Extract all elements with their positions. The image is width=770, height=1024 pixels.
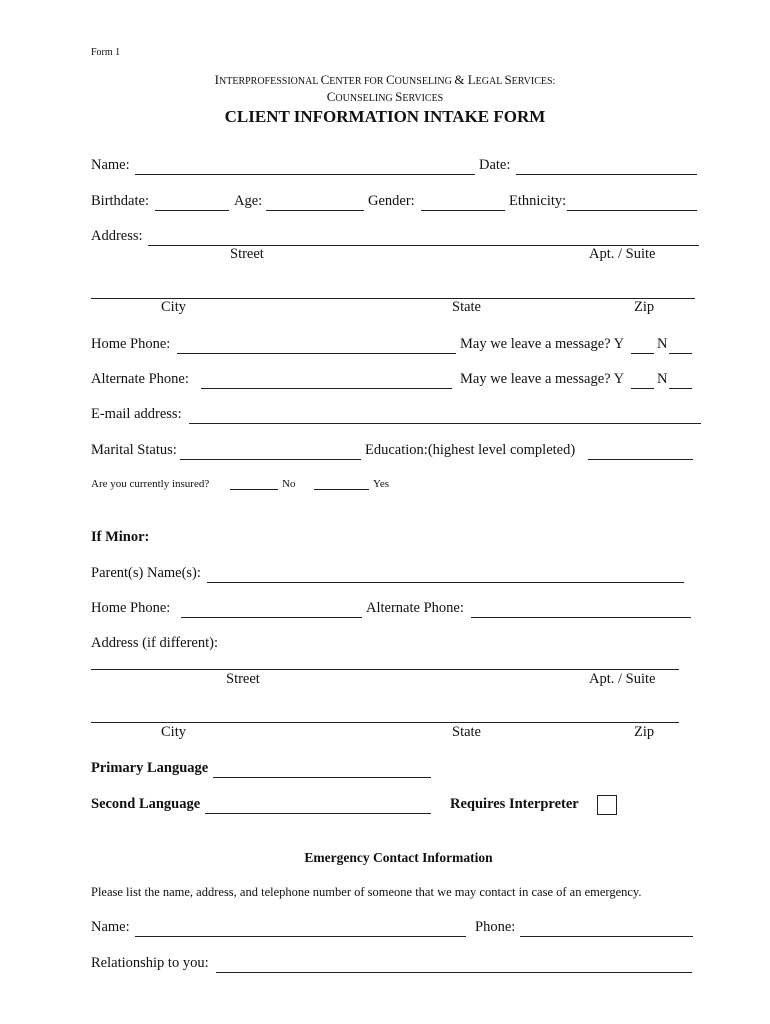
alternate-phone-message-label: May we leave a message? Y [460, 371, 625, 387]
header-text-part: I [214, 72, 219, 87]
header-text-part: S [395, 89, 403, 104]
minor-apt-suite-caption: Apt. / Suite [589, 671, 656, 687]
home-phone-label: Home Phone: [91, 336, 171, 352]
emergency-heading: Emergency Contact Information [304, 850, 493, 865]
education-field[interactable] [588, 459, 693, 460]
apt-suite-caption: Apt. / Suite [589, 246, 656, 262]
age-label: Age: [234, 193, 263, 209]
header-text-part: C [326, 89, 336, 104]
address-if-different-label: Address (if different): [91, 635, 218, 651]
emergency-name-label: Name: [91, 919, 130, 935]
minor-address-city-state-zip-field[interactable] [91, 722, 679, 723]
date-label: Date: [479, 157, 511, 173]
second-language-label: Second Language [91, 796, 201, 812]
home-phone-message-no[interactable] [669, 353, 692, 354]
gender-label: Gender: [368, 193, 415, 209]
email-field[interactable] [189, 423, 701, 424]
home-phone-field[interactable] [177, 353, 456, 354]
minor-home-phone-field[interactable] [181, 617, 362, 618]
header-text-part: C [320, 72, 330, 87]
emergency-phone-label: Phone: [475, 919, 516, 935]
minor-address-street-field[interactable] [91, 669, 679, 670]
alternate-phone-message-no[interactable] [669, 388, 692, 389]
parent-names-field[interactable] [207, 582, 684, 583]
form-number: Form 1 [91, 47, 121, 58]
header-text-part-small: ERVICES [402, 93, 444, 104]
relationship-label: Relationship to you: [91, 955, 209, 971]
header-text-part-small: EGAL [475, 76, 505, 87]
insured-no-label: No [282, 478, 296, 490]
gender-field[interactable] [421, 210, 505, 211]
alternate-phone-message-n-label: N [657, 371, 668, 387]
header-text-part-small: ERVICES: [511, 76, 556, 87]
minor-state-caption: State [452, 724, 481, 740]
birthdate-label: Birthdate: [91, 193, 149, 209]
ethnicity-label: Ethnicity: [509, 193, 567, 209]
ethnicity-field[interactable] [567, 210, 697, 211]
header-text-part-small: NTERPROFESSIONAL [219, 76, 321, 87]
insured-yes-label: Yes [373, 478, 390, 490]
form-title: CLIENT INFORMATION INTAKE FORM [224, 107, 546, 126]
birthdate-field[interactable] [155, 210, 229, 211]
header-text-part-small: ENTER FOR [329, 76, 386, 87]
name-field[interactable] [135, 174, 475, 175]
second-language-field[interactable] [205, 813, 431, 814]
email-label: E-mail address: [91, 406, 182, 422]
marital-status-label: Marital Status: [91, 442, 177, 458]
zip-caption: Zip [634, 299, 655, 315]
requires-interpreter-label: Requires Interpreter [450, 796, 579, 812]
header-text-part-small: OUNSELING [335, 93, 396, 104]
emergency-name-field[interactable] [135, 936, 466, 937]
insured-question: Are you currently insured? [91, 478, 210, 490]
emergency-phone-field[interactable] [520, 936, 693, 937]
minor-city-caption: City [161, 724, 186, 740]
emergency-instructions: Please list the name, address, and telephone number of someone that we may contact in case of an emergency. [91, 885, 642, 899]
name-label: Name: [91, 157, 130, 173]
requires-interpreter-checkbox[interactable] [597, 795, 617, 815]
education-label: Education:(highest level completed) [365, 442, 576, 458]
alternate-phone-field[interactable] [201, 388, 452, 389]
header-department [0, 90, 770, 104]
header-text-part-small: OUNSELING [394, 76, 455, 87]
header-text-part: S [504, 72, 512, 87]
state-caption: State [452, 299, 481, 315]
home-phone-message-n-label: N [657, 336, 668, 352]
age-field[interactable] [266, 210, 364, 211]
primary-language-label: Primary Language [91, 760, 209, 776]
alternate-phone-message-yes[interactable] [631, 388, 654, 389]
home-phone-message-yes[interactable] [631, 353, 654, 354]
insured-no-field[interactable] [230, 489, 278, 490]
minor-alternate-phone-field[interactable] [471, 617, 691, 618]
alternate-phone-label: Alternate Phone: [91, 371, 189, 387]
minor-home-phone-label: Home Phone: [91, 600, 171, 616]
insured-yes-field[interactable] [314, 489, 369, 490]
if-minor-heading: If Minor: [91, 529, 150, 545]
minor-street-caption: Street [226, 671, 260, 687]
header-text-part: & L [454, 72, 476, 87]
relationship-field[interactable] [216, 972, 692, 973]
address-label: Address: [91, 228, 143, 244]
parent-names-label: Parent(s) Name(s): [91, 565, 201, 581]
city-caption: City [161, 299, 186, 315]
marital-status-field[interactable] [180, 459, 361, 460]
header-text-part: C [385, 72, 395, 87]
home-phone-message-label: May we leave a message? Y [460, 336, 625, 352]
street-caption: Street [230, 246, 264, 262]
minor-zip-caption: Zip [634, 724, 655, 740]
minor-alternate-phone-label: Alternate Phone: [366, 600, 464, 616]
header-organization [0, 73, 770, 87]
date-field[interactable] [516, 174, 697, 175]
primary-language-field[interactable] [213, 777, 431, 778]
